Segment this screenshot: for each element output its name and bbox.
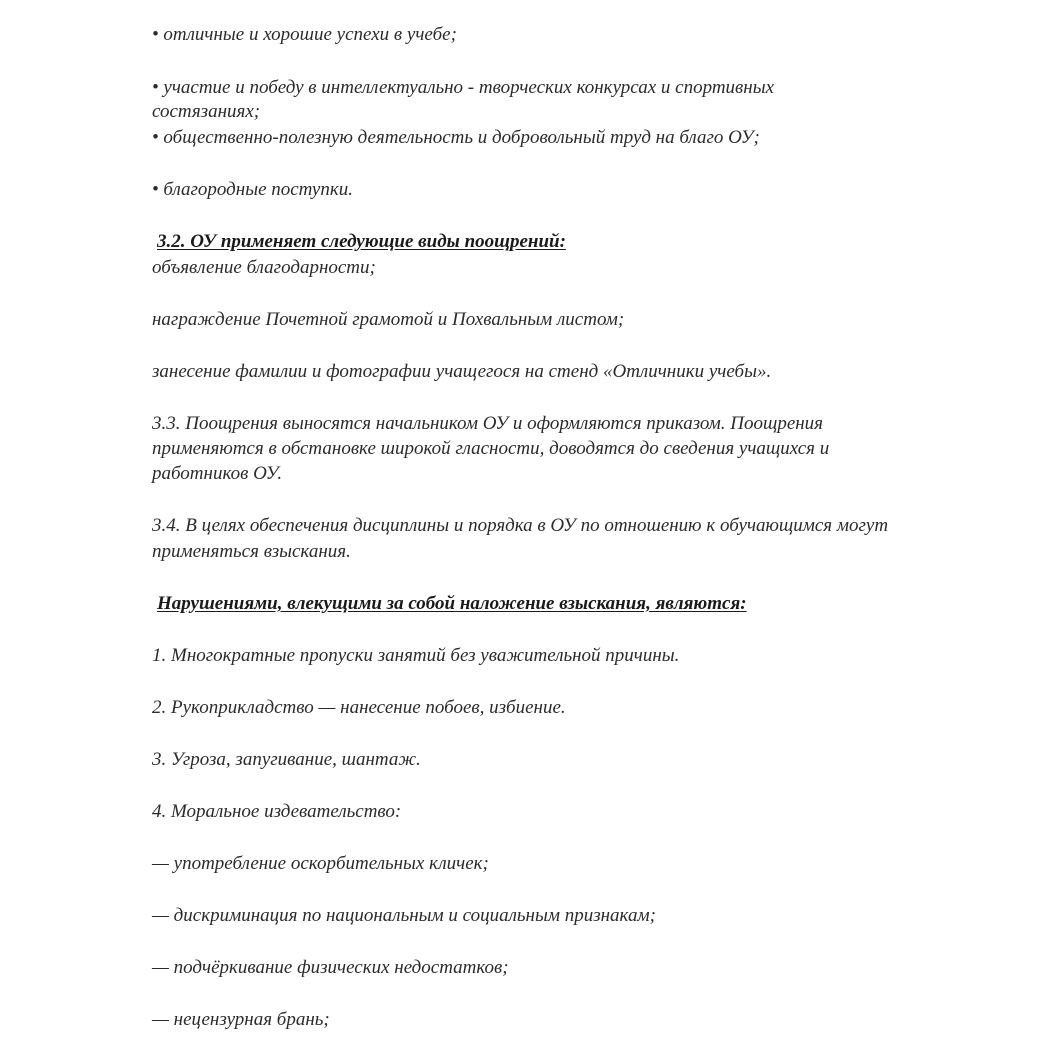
violation-absences: 1. Многократные пропуски занятий без уважительной причины.: [152, 645, 680, 666]
violation-discrimination: — дискриминация по национальным и социальным признакам;: [152, 905, 656, 926]
reward-gratitude: объявление благодарности;: [152, 257, 376, 278]
reward-honor-board: занесение фамилии и фотографии учащегося на стенд «Отличники учебы».: [152, 361, 772, 382]
bullet-noble-deeds: • благородные поступки.: [152, 179, 354, 200]
violation-nicknames: — употребление оскорбительных кличек;: [152, 853, 489, 874]
violation-profanity: — нецензурная брань;: [152, 1009, 330, 1030]
reward-certificate: награждение Почетной грамотой и Похвальным листом;: [152, 309, 625, 330]
violation-physical-defects: — подчёркивание физических недостатков;: [152, 957, 509, 978]
section-3-3-line-3: работников ОУ.: [152, 463, 283, 484]
violation-threats: 3. Угроза, запугивание, шантаж.: [152, 749, 421, 770]
section-3-3-line-2: применяются в обстановке широкой гласности, доводятся до сведения учащихся и: [152, 438, 830, 459]
section-3-4-line-1: 3.4. В целях обеспечения дисциплины и порядка в ОУ по отношению к обучающимся могут: [152, 515, 889, 536]
bullet-contests-line-1: • участие и победу в интеллектуально - творческих конкурсах и спортивных: [152, 77, 775, 98]
bullet-contests-line-2: состязаниях;: [152, 101, 261, 122]
section-3-4-line-2: применяться взыскания.: [152, 541, 351, 562]
violation-moral-abuse: 4. Моральное издевательство:: [152, 801, 402, 822]
violations-heading: Нарушениями, влекущими за собой наложение взыскания, являются:: [157, 593, 747, 614]
bullet-volunteer-work: • общественно-полезную деятельность и добровольный труд на благо ОУ;: [152, 127, 760, 148]
bullet-academic-success: • отличные и хорошие успехи в учебе;: [152, 24, 457, 45]
section-3-2-heading: 3.2. ОУ применяет следующие виды поощрений:: [157, 231, 566, 252]
violation-assault: 2. Рукоприкладство — нанесение побоев, избиение.: [152, 697, 566, 718]
section-3-3-line-1: 3.3. Поощрения выносятся начальником ОУ и оформляются приказом. Поощрения: [152, 413, 824, 434]
